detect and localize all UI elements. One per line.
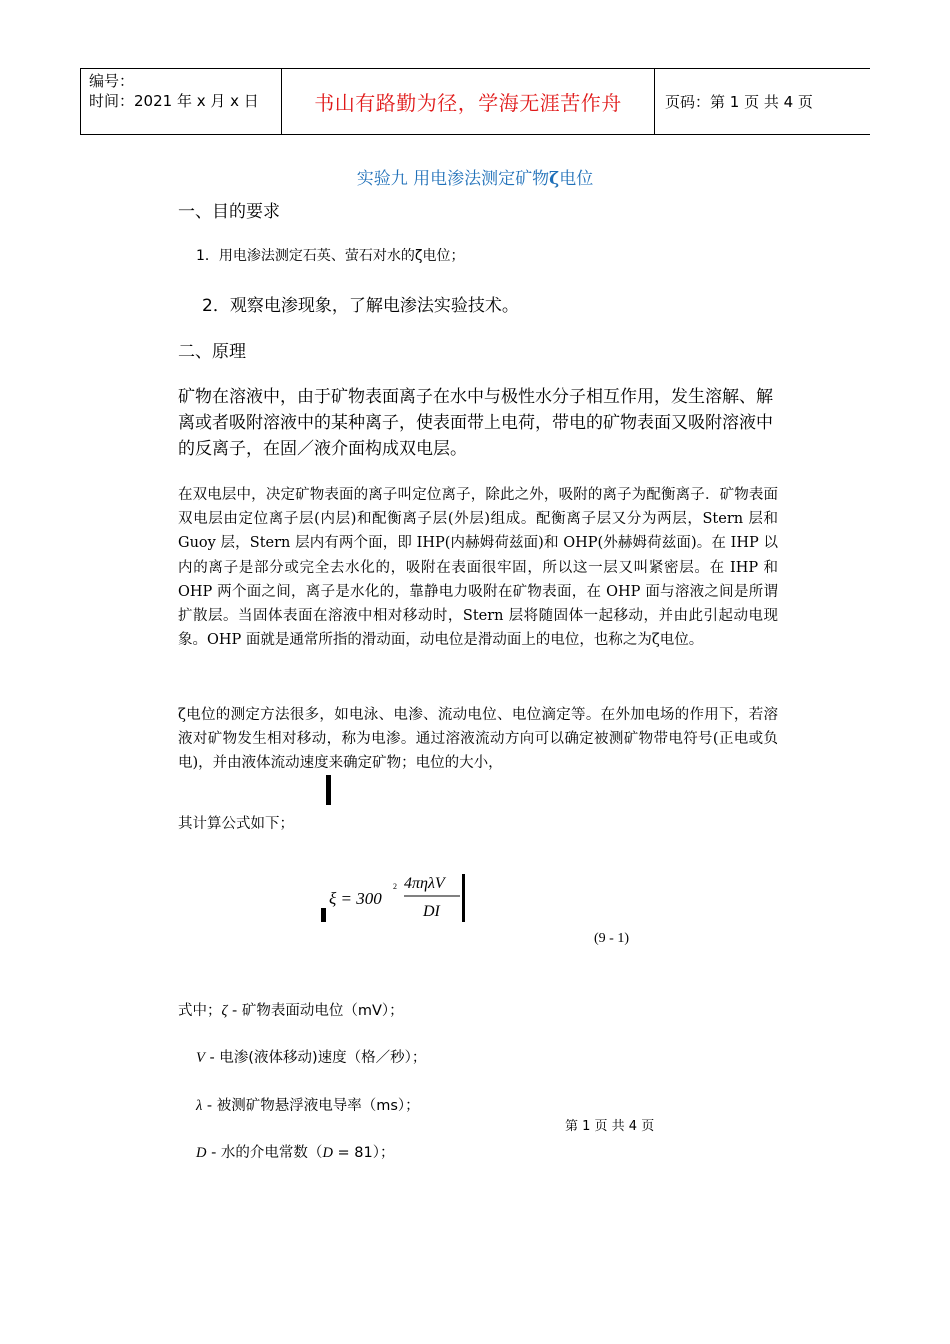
motto-cell [282, 69, 655, 134]
definition-d-text-a: - 水的介电常数（ [206, 1145, 323, 1161]
definition-zeta-symbol: ζ [221, 1003, 228, 1019]
zeta-formula [320, 868, 480, 926]
definition-velocity [196, 1046, 426, 1067]
text-cursor-mark [326, 775, 331, 805]
formula-superscript: 2 [393, 882, 397, 891]
definition-d-symbol: D [196, 1145, 207, 1161]
title-prefix: 实验九 用电渗法测定矿物 [356, 169, 550, 189]
definition-v-text: - 电渗(液体移动)速度（格／秒）； [204, 1050, 427, 1066]
document-title [0, 164, 950, 189]
equation-number: (9 - 1) [594, 931, 629, 946]
definition-conductivity [196, 1094, 420, 1115]
definition-dielectric [196, 1141, 395, 1162]
formula-lhs: ξ = 300 [329, 889, 382, 908]
title-suffix: 电位 [559, 169, 594, 189]
formula-denominator: DI [423, 903, 440, 920]
definition-lambda-text: - 被测矿物悬浮液电导率（ms）； [202, 1098, 420, 1114]
objective-item-2: 2．观察电渗现象，了解电渗法实验技术。 [202, 296, 519, 316]
header-table [80, 68, 870, 135]
formula-left-mark [321, 908, 326, 922]
definition-d-symbol-2: D [322, 1145, 333, 1161]
motto-text: 书山有路勤为径，学海无涯苦作舟 [314, 91, 622, 115]
code-label: 编号： [89, 72, 135, 90]
time-label: 时间：2021 年 x 月 x 日 [89, 92, 259, 110]
formula-numerator: 4πηλV [404, 875, 445, 892]
section-heading-principle: 二、原理 [178, 342, 246, 362]
principle-paragraph-2: 在双电层中，决定矿物表面的离子叫定位离子，除此之外，吸附的离子为配衡离子．矿物表面双电层由定位离子层(内层)和配衡离子层(外层)组成。配衡离子层又分为两层，Stern 层和 Guoy 层，Stern 层内有两个面，即 IHP(内赫姆荷兹面)和 OHP(外赫姆荷兹面)。在 IHP 以内的离子是部分或完全去水化的，吸附在表面很牢固，所以这一层又叫紧密层。在 IHP 和 OHP 两个面之间，离子是水化的，靠静电力吸附在矿物表面，在 OHP 面与溶液之间是所谓扩散层。当固体表面在溶液中相对移动时，Stern 层将随固体一起移动，并由此引起动电现象。OHP 面就是通常所指的滑动面，动电位是滑动面上的电位，也称之为ζ电位。 [178, 487, 778, 649]
objective-item-1: 1．用电渗法测定石英、萤石对水的ζ电位； [196, 248, 465, 264]
page-info-text: 页码：第 1 页 共 4 页 [665, 93, 813, 111]
definition-v-symbol: V [196, 1050, 205, 1066]
definition-d-text-b: = 81）； [332, 1145, 395, 1161]
title-zeta-symbol: ζ [549, 169, 560, 189]
page-info-cell [655, 69, 870, 134]
formula-right-mark [462, 874, 465, 922]
principle-paragraph-1: 矿物在溶液中，由于矿物表面离子在水中与极性水分子相互作用，发生溶解、解离或者吸附溶液中的某种离子，使表面带上电荷，带电的矿物表面又吸附溶液中的反离子，在固／液介面构成双电层。 [178, 387, 773, 459]
section-heading-objectives: 一、目的要求 [178, 202, 280, 222]
principle-paragraph-3: ζ电位的测定方法很多，如电泳、电渗、流动电位、电位滴定等。在外加电场的作用下，若溶液对矿物发生相对移动，称为电渗。通过溶液流动方向可以确定被测矿物带电符号(正电或负电)，并由液体流动速度来确定矿物；电位的大小， [178, 707, 778, 772]
header-meta-cell [81, 69, 282, 134]
definition-lambda-symbol: λ [196, 1098, 203, 1114]
definition-zeta [178, 999, 404, 1020]
definition-prefix: 式中； [178, 1003, 222, 1019]
definition-zeta-text: - 矿物表面动电位（mV）； [227, 1003, 404, 1019]
formula-intro: 其计算公式如下； [178, 816, 294, 832]
page-footer: 第 1 页 共 4 页 [565, 1119, 655, 1134]
